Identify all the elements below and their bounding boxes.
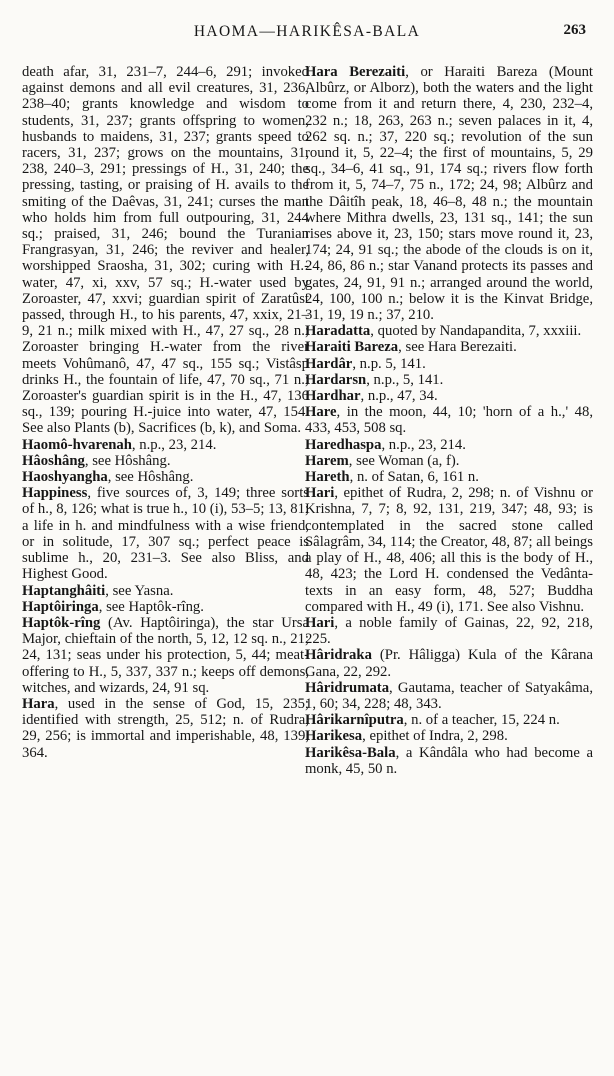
- entry-text: , in the moon, 44, 10; 'horn of a h.,' 48, 433, 453, 508 sq.: [305, 404, 593, 437]
- index-entry: [305, 745, 593, 777]
- entry-text: , n.p., 47, 34.: [360, 388, 438, 405]
- entry-headword: Haoshyangha: [22, 469, 108, 486]
- entry-headword: Hâridrumata: [305, 679, 390, 696]
- entry-text: , five sources of, 3, 149; three sorts of h., 8, 126; what is true h., 10 (i), 53–5; 13, 81; a life in h. and mindfulness with a wise friend, or in solitude, 17, 307 sq.; perfect peace is sublime h., 20, 231–3. See also Bliss, and Highest Good.: [22, 485, 309, 583]
- entry-headword: Hare: [305, 404, 337, 421]
- running-title: HAOMA—HARIKÊSA-BALA: [193, 23, 421, 40]
- index-entry: [305, 323, 593, 339]
- entry-text: , n. of Satan, 6, 161 n.: [349, 469, 479, 486]
- entry-text: , or Haraiti Bareza (Mount Albûrz, or Alborz), both the waters and the light come from it and return there, 4, 230, 232–4, 232 n.; 18, 263, 263 n.; seven palaces in it, 4, 262 sq. n.; 37, 220 sq.; revolution of the sun round it, 5, 22–4; the first of mountains, 5, 29 sq., 34–6, 41 sq., 91, 174 sq.; rivers flow forth from it, 5, 74–7, 75 n., 172; 24, 98; Albûrz and the Dâitîh peak, 18, 46–8, 48 n.; the mountain where Mithra dwells, 23, 131 sq., 141; the sun rises above it, 23, 150; stars move round it, 23, 174; 24, 91 sq.; the abode of the clouds is on it, 24, 86, 86 n.; star Vanand protects its passes and gates, 24, 91, 91 n.; arranged around the world, 24, 100, 100 n.; below it is the Kinvat Bridge, 31, 19, 19 n.; 37, 210.: [305, 64, 593, 324]
- entry-headword: Happiness: [22, 485, 88, 502]
- entry-text: , n.p., 5, 141.: [366, 371, 444, 388]
- index-entry: [305, 728, 593, 744]
- index-entry: [22, 696, 309, 761]
- entry-headword: Hâoshâng: [22, 452, 85, 469]
- entry-text: , see Hara Berezaiti.: [398, 339, 517, 356]
- index-entry: [305, 372, 593, 388]
- index-entry: [22, 469, 309, 485]
- entry-headword: Hara Berezaiti: [305, 64, 406, 80]
- index-entry: [305, 404, 593, 436]
- index-entry: [305, 437, 593, 453]
- entry-headword: Harikesa: [305, 728, 363, 745]
- entry-headword: Haomô-hvarenah: [22, 436, 132, 453]
- entry-text: , used in the sense of God, 15, 235; identified with strength, 25, 512; n. of Rudra, 29, 256; is immortal and imperishable, 48, 139, 364.: [22, 695, 309, 761]
- entry-text: , n.p., 23, 214.: [131, 436, 217, 453]
- entry-text: , a noble family of Gainas, 22, 92, 218, 225.: [305, 614, 593, 648]
- entry-headword: Hari: [305, 614, 335, 631]
- entry-headword: Haptôk-rîng: [22, 614, 101, 631]
- entry-text: death afar, 31, 231–7, 244–6, 291; invoked against demons and all evil creatures, 31, 236, 238–40; grants knowledge and wisdom to students, 31, 237; grants offspring to women, husbands to maidens, 31, 237; grants speed to racers, 31, 237; grows on the mountains, 31, 238, 240–3, 291; pressings of H., 31, 240; the pressing, tasting, or praising of H. avails to the smiting of the Daêvas, 31, 241; curses the man who holds him from full outpouring, 31, 244 sq.; praised, 31, 246; bound the Turanian Frangrasyan, 31, 246; the reviver and healer, worshipped Sraosha, 31, 302; curing with H.-water, 47, xi, xxv, 57 sq.; H.-water used by Zoroaster, 47, xxvi; guardian spirit of Zaratûst passed, through H., to his parents, 47, xxix, 21–9, 21 n.; milk mixed with H., 47, 27 sq., 28 n.; Zoroaster bringing H.-water from the river meets Vohûmanô, 47, 47 sq., 155 sq.; Vistâsp drinks H., the fountain of life, 47, 70 sq., 71 n.; Zoroaster's guardian spirit is in the H., 47, 136 sq., 139; pouring H.-juice into water, 47, 154. See also Plants (b), Sacrifices (b, k), and Soma.: [22, 64, 309, 437]
- index-entry: [22, 615, 309, 696]
- entry-headword: Hârikarnîputra: [305, 712, 404, 729]
- entry-headword: Hari: [305, 485, 335, 502]
- entry-text: , Gautama, teacher of Satyakâma, 1, 60; 34, 228; 48, 343.: [305, 679, 593, 712]
- index-entry: [305, 469, 593, 485]
- entry-headword: Hardhar: [305, 388, 361, 405]
- entry-headword: Hardâr: [305, 355, 353, 372]
- index-entry: [305, 485, 593, 615]
- entry-headword: Haraiti Bareza: [305, 339, 399, 356]
- entry-text: , see Woman (a, f).: [348, 452, 460, 469]
- entry-headword: Hâridraka: [305, 647, 372, 664]
- entry-text: , see Haptôk-rîng.: [98, 598, 204, 615]
- page-header: [0, 22, 614, 44]
- entry-headword: Hareth: [305, 469, 350, 486]
- index-entry: [22, 485, 309, 582]
- entry-text: , see Hôshâng.: [84, 452, 171, 469]
- index-entry: [22, 453, 309, 469]
- index-entry: [22, 583, 309, 599]
- entry-text: , see Yasna.: [105, 582, 174, 599]
- entry-headword: Harikêsa-Bala: [305, 744, 396, 761]
- left-column: [22, 64, 309, 761]
- entry-headword: Haptanghâiti: [22, 582, 106, 599]
- index-entry: [305, 712, 593, 728]
- index-entry: [22, 599, 309, 615]
- page-number: 263: [563, 22, 586, 38]
- entry-headword: Harem: [305, 452, 349, 469]
- index-entry: [22, 437, 309, 453]
- entry-headword: Haradatta: [305, 323, 371, 340]
- entry-text: , n.p., 23, 214.: [381, 436, 466, 453]
- index-entry: [22, 64, 309, 437]
- index-entry: [305, 647, 593, 679]
- entry-text: , n.p. 5, 141.: [352, 355, 426, 372]
- entry-text: (Av. Haptôiringa), the star Ursa Major, chieftain of the north, 5, 12, 12 sq. n., 21; 24, 131; seas under his protection, 5, 44; meat-offering to H., 5, 337, 337 n.; keeps off demons, witches, and wizards, 24, 91 sq.: [22, 614, 309, 696]
- entry-text: , epithet of Indra, 2, 298.: [362, 728, 508, 745]
- entry-text: , a Kândâla who had become a monk, 45, 50 n.: [305, 744, 593, 777]
- entry-headword: Haptôiringa: [22, 598, 99, 615]
- entry-text: , n. of a teacher, 15, 224 n.: [403, 712, 560, 729]
- entry-text: , see Hôshâng.: [107, 469, 194, 486]
- entry-text: , quoted by Nandapandita, 7, xxxiii.: [370, 323, 582, 340]
- right-column: [305, 64, 593, 777]
- entry-headword: Hardarsn: [305, 371, 367, 388]
- entry-text: (Pr. Hâligga) Kula of the Kârana Gana, 22, 292.: [305, 647, 593, 680]
- entry-headword: Hara: [22, 695, 55, 712]
- index-entry: [305, 680, 593, 712]
- index-entry: [305, 453, 593, 469]
- index-entry: [305, 388, 593, 404]
- index-entry: [305, 64, 593, 323]
- index-entry: [305, 356, 593, 372]
- entry-text: , epithet of Rudra, 2, 298; n. of Vishnu or Krishna, 7, 7; 8, 92, 131, 219, 347; 48, 93; is contemplated in the sacred stone called Sâlagrâm, 34, 114; the Creator, 48, 87; all beings a play of H., 48, 406; all this is the body of H., 48, 423; the Lord H. condensed the Vedânta-texts in an easy form, 48, 527; Buddha compared with H., 49 (i), 171. See also Vishnu.: [305, 485, 593, 615]
- index-entry: [305, 339, 593, 355]
- entry-headword: Haredhaspa: [305, 436, 382, 453]
- index-entry: [305, 615, 593, 647]
